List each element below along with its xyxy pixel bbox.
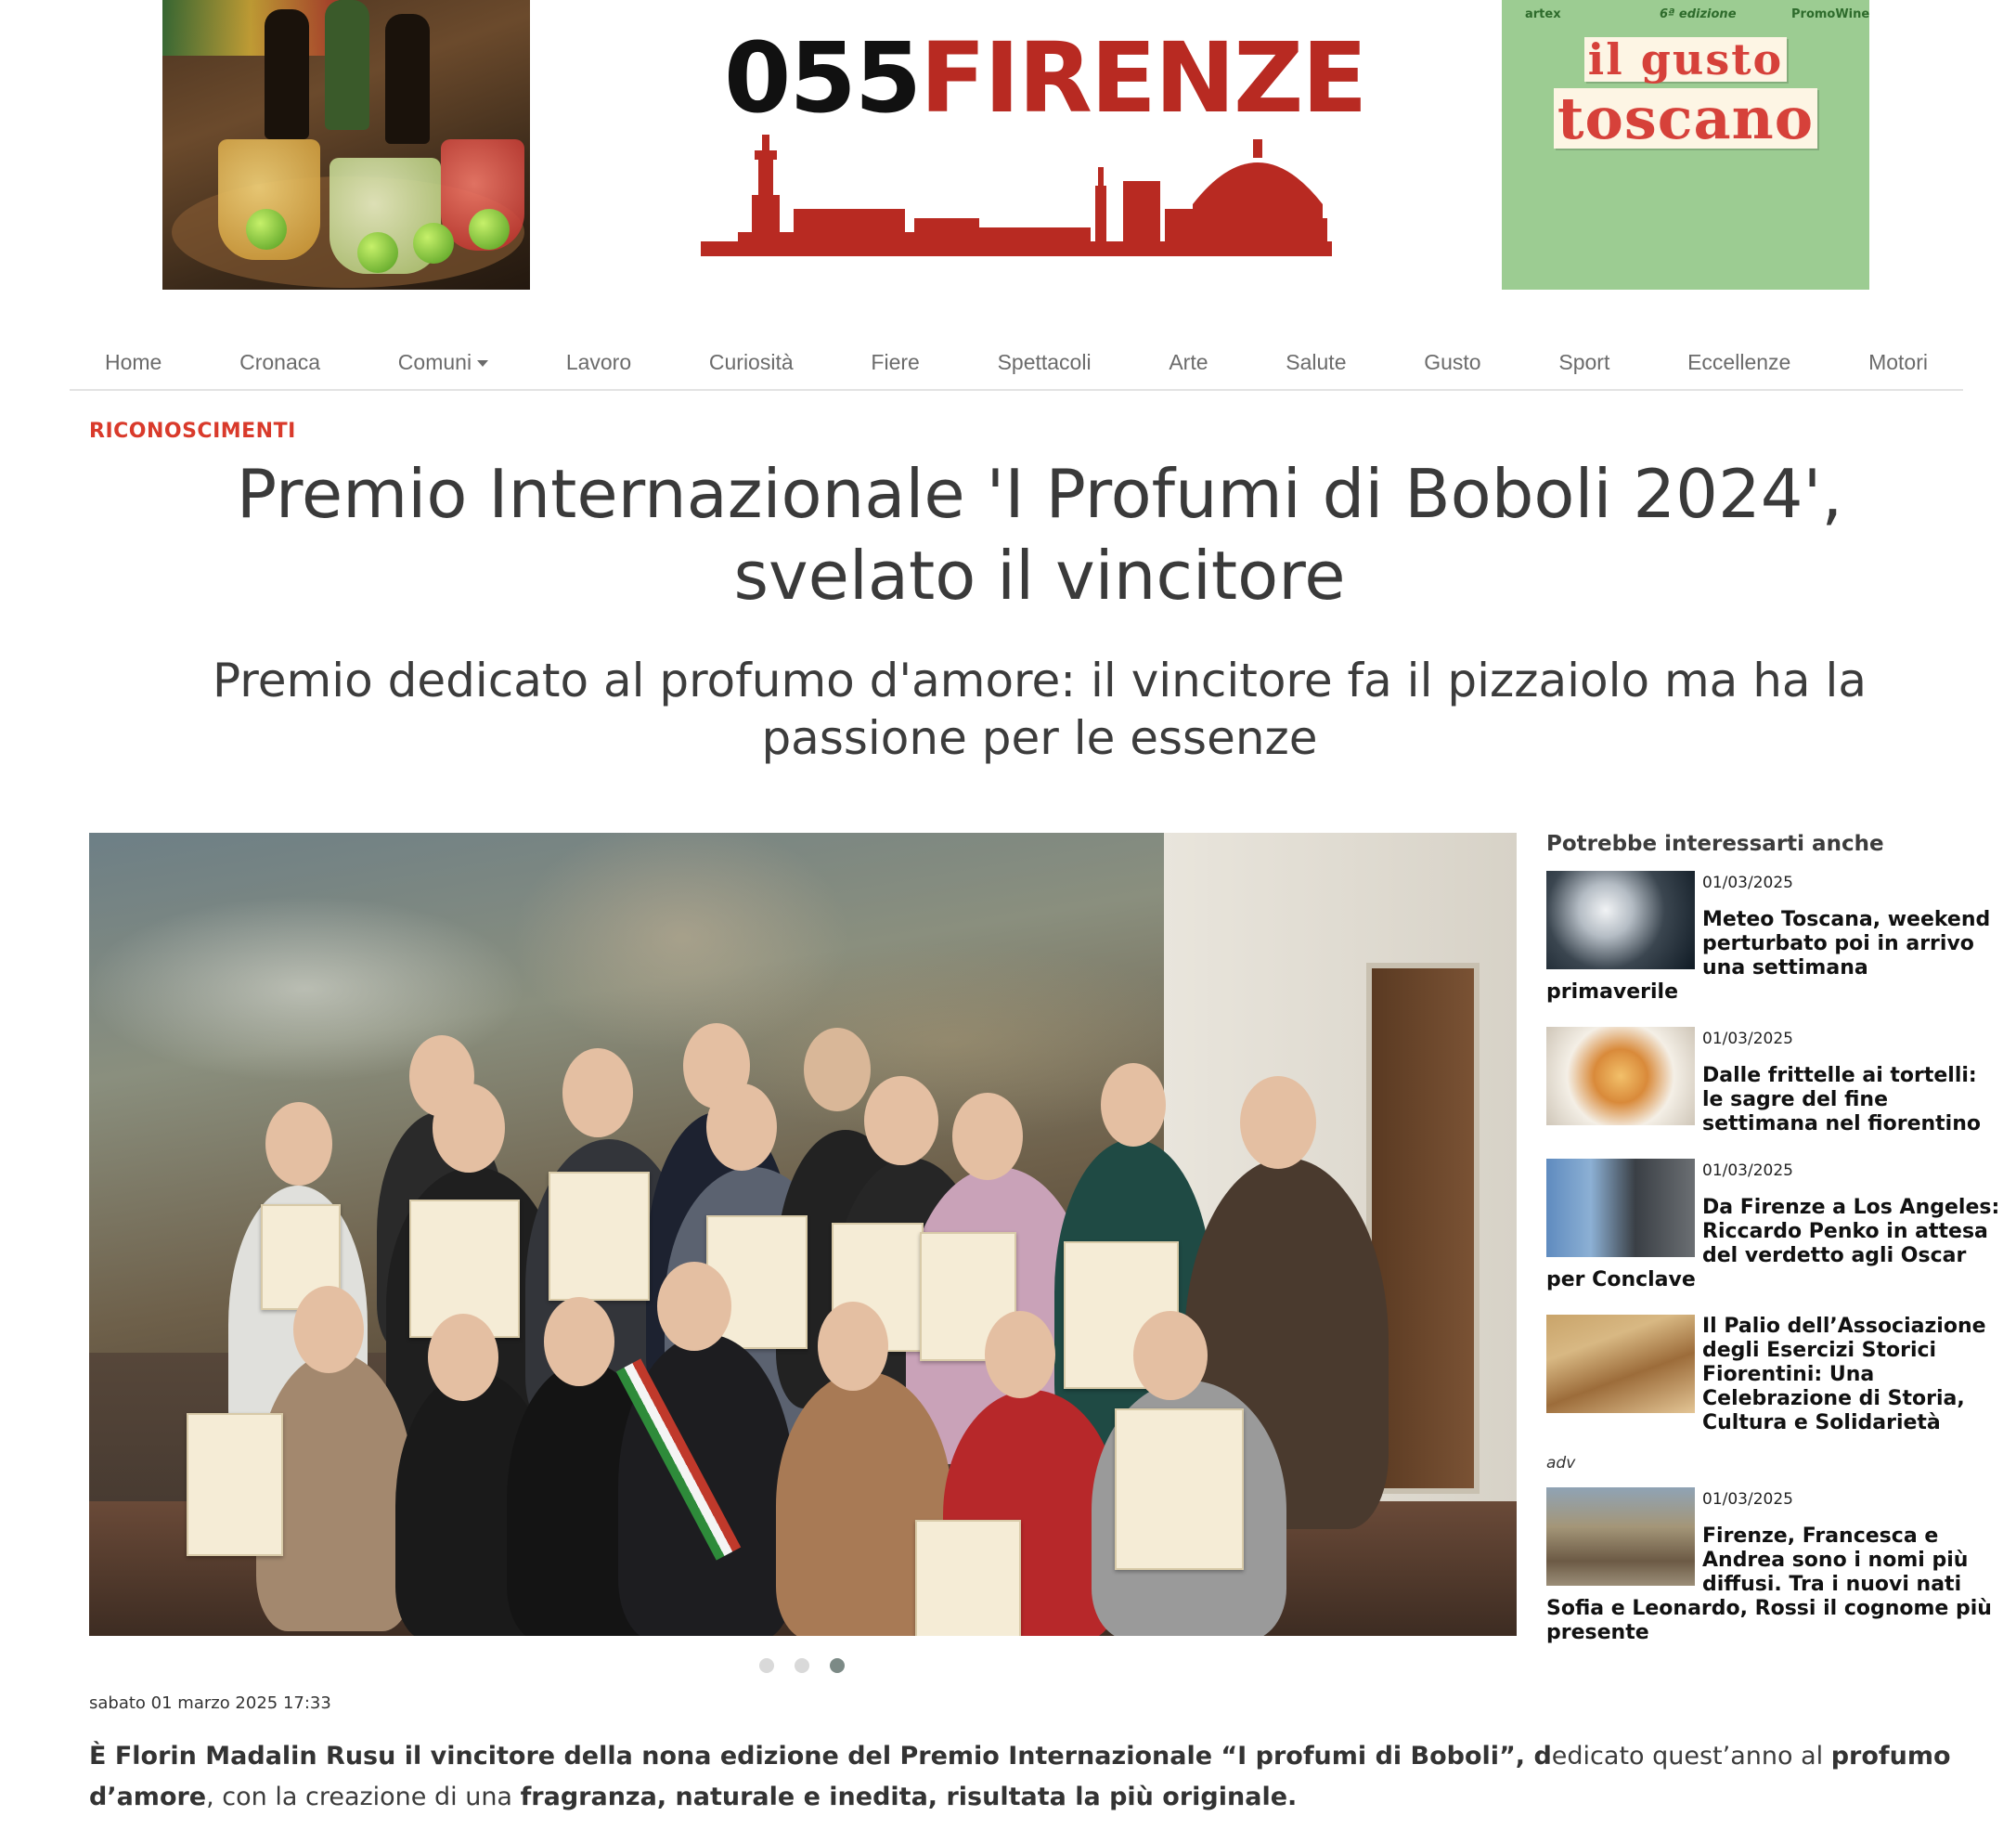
related-articles <box>1546 832 2001 1667</box>
related-title[interactable]: Meteo Toscana, weekend perturbato poi in arrivo una settimana primaverile <box>1546 908 1991 1004</box>
person-head <box>657 1262 731 1351</box>
related-date: 01/03/2025 <box>1702 1490 1793 1509</box>
nav-item-arte[interactable]: Arte <box>1169 350 1208 374</box>
nav-item-eccellenze[interactable]: Eccellenze <box>1687 350 1791 374</box>
nav-item-motori[interactable]: Motori <box>1868 350 1928 374</box>
person-head <box>818 1302 888 1391</box>
related-item[interactable] <box>1546 871 2001 1005</box>
article-headline: Premio Internazionale 'I Profumi di Boboli 2024', svelato il vincitore <box>236 455 1843 615</box>
carousel-dot-2[interactable] <box>795 1658 809 1673</box>
edition-label: 6ª edizione <box>1660 7 1737 21</box>
caret-down-icon <box>477 360 488 367</box>
nav-item-label: Comuni <box>397 350 472 374</box>
related-title[interactable]: Firenze, Francesca e Andrea sono i nomi più diffusi. Tra i nuovi nati Sofia e Leonardo, Rossi il cognome più presente <box>1546 1524 1992 1644</box>
carousel-indicators <box>759 1658 845 1673</box>
bottle-image <box>325 0 369 130</box>
article-subtitle: Premio dedicato al profumo d'amore: il vincitore fa il pizzaiolo ma ha la passione per le essenze <box>213 654 1867 765</box>
person-head <box>804 1028 871 1111</box>
related-thumbnail[interactable] <box>1546 1159 1695 1257</box>
related-date: 01/03/2025 <box>1702 1161 1793 1180</box>
person-head <box>562 1048 633 1137</box>
flag-decoration <box>162 0 339 56</box>
person-head <box>1240 1076 1316 1169</box>
nav-item-comuni[interactable] <box>398 330 488 395</box>
article-dateline: sabato 01 marzo 2025 17:33 <box>89 1693 331 1713</box>
main-nav <box>70 330 1963 391</box>
nav-item-sport[interactable]: Sport <box>1558 350 1610 374</box>
ad-title-line2: toscano <box>1502 88 1869 149</box>
bottle-image <box>385 14 430 144</box>
related-heading: Potrebbe interessarti anche <box>1546 832 1884 856</box>
lime-image <box>357 232 398 273</box>
site-logo[interactable] <box>701 19 1366 260</box>
nav-item-spettacoli[interactable]: Spettacoli <box>997 350 1092 374</box>
nav-item-fiere[interactable]: Fiere <box>871 350 920 374</box>
related-thumbnail[interactable] <box>1546 1487 1695 1586</box>
related-item-sponsored[interactable] <box>1546 1315 2001 1435</box>
certificate <box>915 1520 1021 1636</box>
person-head <box>293 1286 364 1373</box>
florence-skyline-icon <box>701 130 1332 274</box>
lime-image <box>413 223 454 264</box>
lead-text-2: , con la creazione di una <box>206 1783 521 1811</box>
certificate <box>549 1172 650 1301</box>
related-item[interactable] <box>1546 1487 2001 1645</box>
lime-image <box>246 209 287 250</box>
nav-item-gusto[interactable]: Gusto <box>1424 350 1481 374</box>
person-head <box>1101 1063 1166 1147</box>
nav-item-home[interactable]: Home <box>105 350 162 374</box>
related-date: 01/03/2025 <box>1702 1030 1793 1048</box>
related-title[interactable]: Da Firenze a Los Angeles: Riccardo Penko in attesa del verdetto agli Oscar per Conclave <box>1546 1196 2000 1291</box>
related-thumbnail[interactable] <box>1546 1315 1695 1413</box>
person-head <box>428 1314 498 1401</box>
lead-text-1: edicato quest’anno al <box>1551 1742 1831 1771</box>
sponsor-logo-promowine: PromoWine <box>1791 7 1869 21</box>
nav-item-salute[interactable]: Salute <box>1286 350 1347 374</box>
lead-bold-3: fragranza, naturale e inedita, risultata la più originale. <box>520 1783 1298 1811</box>
person-head <box>985 1311 1055 1398</box>
related-title[interactable]: Il Palio dell’Associazione degli Esercizi Storici Fiorentini: Una Celebrazione di Storia, Cultura e Solidarietà <box>1702 1315 1986 1434</box>
person-head <box>265 1102 332 1186</box>
logo-number: 055 <box>724 21 921 135</box>
article-category[interactable]: RICONOSCIMENTI <box>89 420 296 443</box>
certificate <box>187 1413 283 1556</box>
related-thumbnail[interactable] <box>1546 871 1695 969</box>
person-head <box>864 1076 938 1165</box>
ad-banner-cocktails[interactable] <box>162 0 530 290</box>
related-item[interactable] <box>1546 1159 2001 1292</box>
person-head <box>1133 1311 1208 1400</box>
ad-banner-gusto-toscano[interactable] <box>1502 0 1869 290</box>
related-title[interactable]: Dalle frittelle ai tortelli: le sagre del fine settimana nel fiorentino <box>1702 1064 1981 1135</box>
person-head <box>706 1083 777 1171</box>
nav-item-curiosita[interactable]: Curiosità <box>708 350 794 374</box>
article-photo[interactable] <box>89 833 1517 1636</box>
lime-image <box>469 209 510 250</box>
person-head <box>433 1083 505 1173</box>
person-head <box>544 1297 614 1386</box>
article-lead <box>89 1736 1983 1818</box>
sponsor-logo-artex: artex <box>1525 7 1561 21</box>
lead-bold-1: È Florin Madalin Rusu il vincitore della nona edizione del Premio Internazionale “I profumi di Boboli”, d <box>89 1742 1552 1771</box>
adv-label: adv <box>1546 1454 1576 1472</box>
related-thumbnail[interactable] <box>1546 1027 1695 1125</box>
logo-wordmark <box>724 21 1366 135</box>
lead-bold-2: profumo d’amore <box>89 1742 1951 1811</box>
carousel-dot-3-active[interactable] <box>830 1658 845 1673</box>
related-date: 01/03/2025 <box>1702 874 1793 892</box>
nav-item-cronaca[interactable]: Cronaca <box>239 350 321 374</box>
nav-item-lavoro[interactable]: Lavoro <box>565 350 632 374</box>
carousel-dot-1[interactable] <box>759 1658 774 1673</box>
bottle-image <box>265 9 309 139</box>
certificate <box>1115 1408 1244 1570</box>
person-head <box>952 1093 1023 1180</box>
ad-title-line1: il gusto <box>1502 37 1869 82</box>
related-item[interactable] <box>1546 1027 2001 1136</box>
logo-city: FIRENZE <box>920 21 1366 135</box>
